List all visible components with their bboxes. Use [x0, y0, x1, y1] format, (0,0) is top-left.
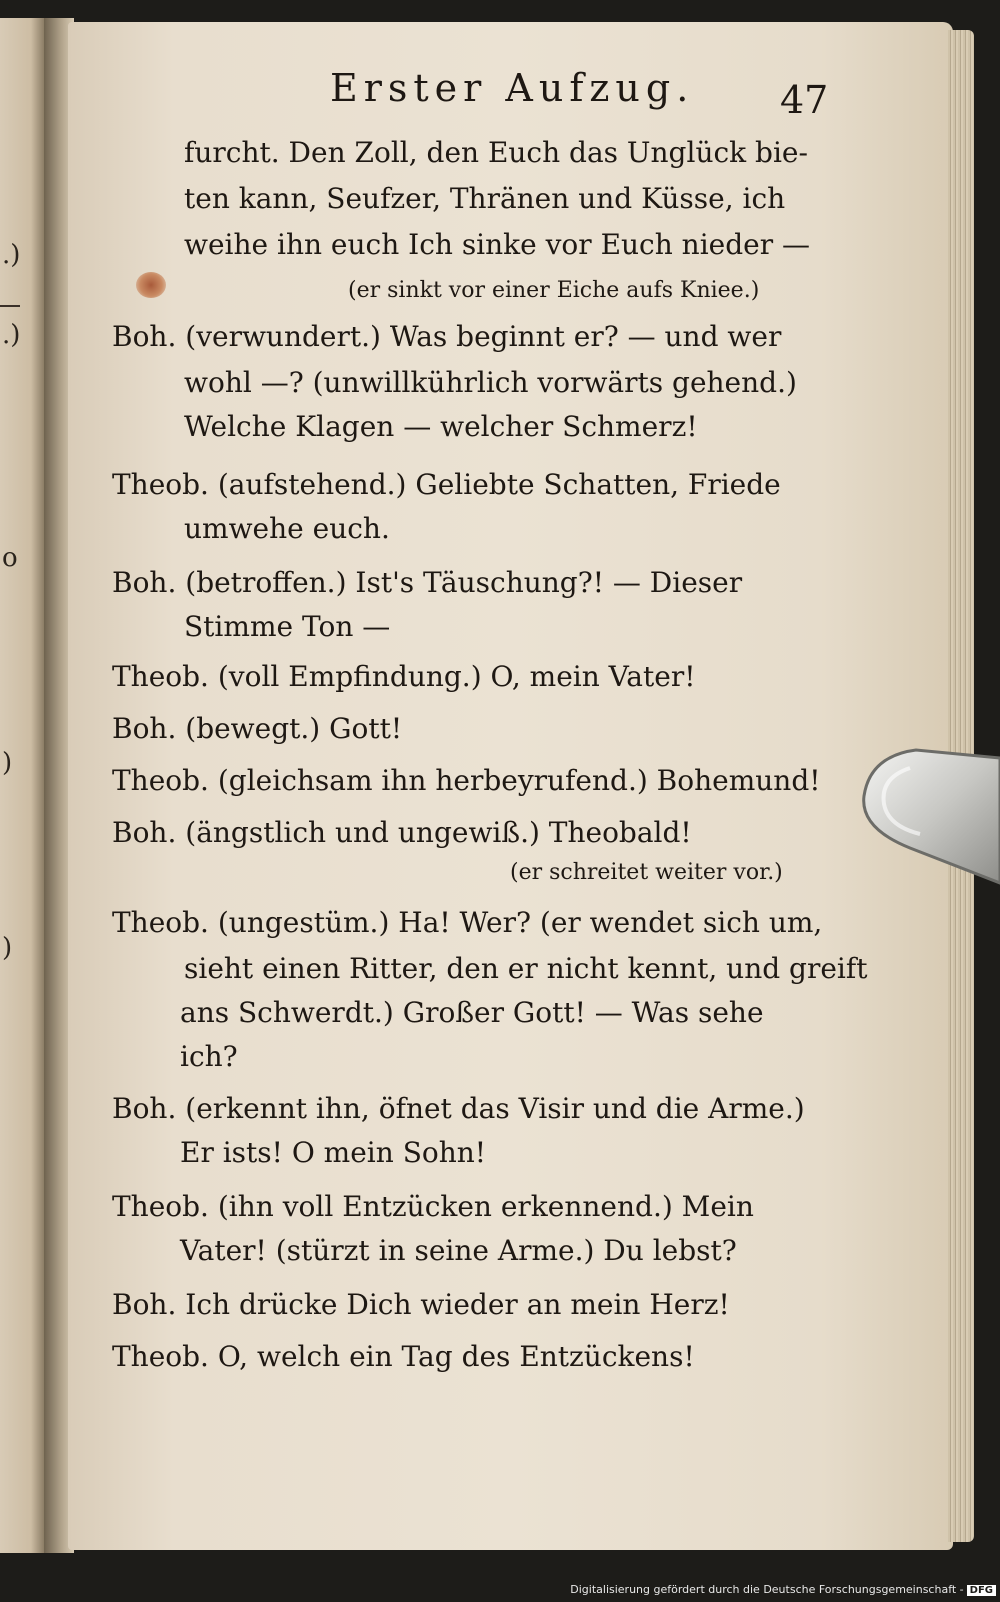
- text-line: Welche Klagen — welcher Schmerz!: [184, 410, 698, 443]
- running-title: Erster Aufzug.: [330, 66, 695, 110]
- digitization-credit: [570, 1583, 996, 1596]
- prev-page-fragment: .): [2, 240, 21, 270]
- prev-page-fragment: ): [2, 748, 13, 778]
- speech-line: Theob. (aufstehend.) Geliebte Schatten, Friede: [112, 468, 781, 501]
- prev-page-fragment: .): [2, 320, 21, 350]
- speech-line: Theob. (ihn voll Entzücken erkennend.) Mein: [112, 1190, 754, 1223]
- page-number: 47: [780, 78, 829, 122]
- text-line: wohl —? (unwillkührlich vorwärts gehend.): [184, 366, 797, 399]
- speech-line: Theob. (gleichsam ihn herbeyrufend.) Bohemund!: [112, 764, 821, 797]
- text-line: ten kann, Seufzer, Thränen und Küsse, ich: [184, 182, 786, 215]
- text-line: Er ists! O mein Sohn!: [180, 1136, 487, 1169]
- prev-page-fragment: ): [2, 933, 13, 963]
- text-line: furcht. Den Zoll, den Euch das Unglück bie-: [184, 136, 808, 169]
- speech-line: Boh. (erkennt ihn, öfnet das Visir und die Arme.): [112, 1092, 805, 1125]
- text-line: umwehe euch.: [184, 512, 390, 545]
- credit-text: Digitalisierung gefördert durch die Deutsche Forschungsgemeinschaft -: [570, 1583, 964, 1596]
- prev-page-fragment: o: [2, 543, 18, 573]
- text-line: weihe ihn euch Ich sinke vor Euch nieder —: [184, 228, 810, 261]
- ink-stain: [136, 272, 166, 298]
- text-line: Vater! (stürzt in seine Arme.) Du lebst?: [180, 1234, 737, 1267]
- speech-line: Boh. (bewegt.) Gott!: [112, 712, 403, 745]
- text-line: sieht einen Ritter, den er nicht kennt, und greift: [184, 952, 868, 985]
- previous-page-edge: [0, 18, 44, 1553]
- speech-line: Boh. (verwundert.) Was beginnt er? — und wer: [112, 320, 782, 353]
- stage-direction-line: (er schreitet weiter vor.): [510, 860, 783, 885]
- text-line: Stimme Ton —: [184, 610, 391, 643]
- speech-line: Boh. (betroffen.) Ist's Täuschung?! — Dieser: [112, 566, 743, 599]
- text-line: ans Schwerdt.) Großer Gott! — Was sehe: [180, 996, 764, 1029]
- speech-line: Boh. Ich drücke Dich wieder an mein Herz!: [112, 1288, 730, 1321]
- text-line: ich?: [180, 1040, 238, 1073]
- speech-line: Theob. O, welch ein Tag des Entzückens!: [112, 1340, 695, 1373]
- speech-line: Theob. (voll Empfindung.) O, mein Vater!: [112, 660, 696, 693]
- page-clip-icon: [850, 738, 1000, 888]
- speech-line: Theob. (ungestüm.) Ha! Wer? (er wendet sich um,: [112, 906, 823, 939]
- speech-line: Boh. (ängstlich und ungewiß.) Theobald!: [112, 816, 692, 849]
- dfg-logo-icon: DFG: [967, 1585, 996, 1596]
- stage-direction-line: (er sinkt vor einer Eiche aufs Kniee.): [348, 278, 760, 303]
- prev-page-rule: [0, 305, 20, 307]
